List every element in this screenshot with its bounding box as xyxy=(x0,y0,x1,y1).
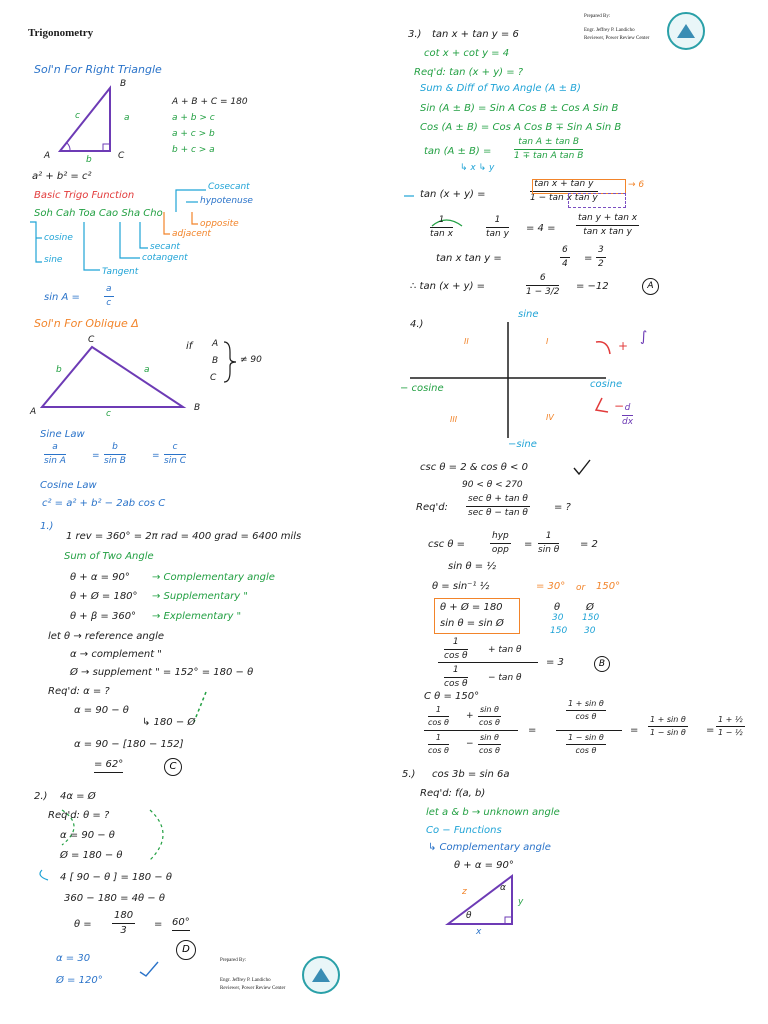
sl-eq-2: = xyxy=(152,451,160,461)
p4-f1-plus: + tan θ xyxy=(488,645,522,655)
p4-csc-num: hyp xyxy=(490,532,511,544)
oblique-triangle xyxy=(42,347,183,407)
sine-law-frac-1 xyxy=(44,443,66,466)
ob-vertex-b: B xyxy=(194,403,201,413)
p3-choice: A xyxy=(642,278,659,295)
p4-f1-main-bar xyxy=(438,662,538,663)
logo-triangle-icon xyxy=(677,24,695,38)
p4-f1-ans: = 3 xyxy=(546,657,564,668)
p4-reqd-num: sec θ + tan θ xyxy=(466,495,530,507)
sine-law-frac-2 xyxy=(104,443,126,466)
right-angle-mark xyxy=(103,144,110,151)
cosine-label: cosine xyxy=(44,233,73,243)
p3-t3-num: 6 xyxy=(560,246,570,258)
p5-let: let a & b → unknown angle xyxy=(426,807,560,818)
p4-csc-den2: sin θ xyxy=(538,545,560,555)
p4-i-num: 1 + sin θ xyxy=(648,716,688,727)
bracket-secant xyxy=(140,222,148,248)
sl3-den: sin C xyxy=(164,456,187,466)
p4-arcsin: θ = sin⁻¹ ½ xyxy=(432,581,490,592)
p4-deriv-den: dx xyxy=(622,417,634,427)
p3-sin-identity: Sin (A ± B) = Sin A Cos B ± Cos A Sin B xyxy=(420,103,619,114)
p4-g-d4: cos θ xyxy=(479,746,500,755)
cosine-law-label: Cosine Law xyxy=(40,480,97,491)
sine-law-frac-3 xyxy=(164,443,186,466)
p4-reqd-den: sec θ − tan θ xyxy=(468,508,528,518)
sin-a-num: a xyxy=(104,285,114,297)
p4-g-d1: cos θ xyxy=(428,718,449,727)
bracket-tangent xyxy=(84,222,100,270)
p5-reqd: Req'd: f(a, b) xyxy=(420,788,486,799)
p4-box-line2: sin θ = sin Ø xyxy=(440,618,504,629)
p3-t2-frac2 xyxy=(486,216,509,239)
p4-f1-frac-bot xyxy=(444,666,468,689)
p3-given2: cot x + cot y = 4 xyxy=(424,48,510,59)
p3-t2-eq: = 4 = xyxy=(526,223,556,234)
if-a: A xyxy=(212,339,219,349)
ob-side-c: c xyxy=(106,409,111,419)
p1-l3-text: → Explementary " xyxy=(152,611,242,622)
secant-label: secant xyxy=(150,242,180,252)
p5-side-y: y xyxy=(518,897,524,907)
rt-side-c: c xyxy=(75,111,80,121)
p2-alpha-result: α = 30 xyxy=(56,953,91,964)
if-label: if xyxy=(186,341,193,352)
p5-complementary: ↳ Complementary angle xyxy=(428,842,551,853)
header-role: Reviewer, Power Review Center xyxy=(584,36,650,41)
p4-axis-neg-cosine: − cosine xyxy=(400,383,444,394)
p3-t4-den: 1 − 3/2 xyxy=(526,287,560,297)
p4-g-frac2 xyxy=(478,706,501,727)
p4-derivative xyxy=(622,404,633,427)
p4-f1-n2: 1 xyxy=(444,666,468,678)
p4-csc-frac xyxy=(490,532,511,555)
p4-quadrant-1: I xyxy=(546,337,549,346)
rel-abc: a + b > c xyxy=(172,113,215,123)
p1-let: let θ → reference angle xyxy=(48,631,164,642)
p2-step2: 360 − 180 = 4θ − θ xyxy=(64,893,165,904)
p4-or: or xyxy=(576,583,586,593)
if-c: C xyxy=(210,373,217,383)
bracket-sine xyxy=(30,222,42,262)
footer-logo xyxy=(302,956,340,994)
footer-logo-triangle-icon xyxy=(312,968,330,982)
p5-angle-alpha: α xyxy=(500,883,506,893)
p4-axis-sine: sine xyxy=(518,309,539,320)
check-mark xyxy=(574,460,590,474)
p3-t4-lhs: ∴ tan (x + y) = xyxy=(410,281,486,292)
p2-choice: D xyxy=(176,940,196,960)
p4-f1-d2: cos θ xyxy=(444,679,468,689)
p4-j-den: 1 − ½ xyxy=(718,728,743,737)
p3-t1-den: 1 − tan x tan y xyxy=(530,193,598,203)
p1-eq2: α = 90 − [180 − 152] xyxy=(74,739,184,750)
p4-r2-theta: 150 xyxy=(550,626,568,636)
p3-t1-num: tan x + tan y xyxy=(530,180,598,192)
p3-t2-d2: tan y xyxy=(486,229,509,239)
sine-law-label: Sine Law xyxy=(40,429,85,440)
p4-h-d2: cos θ xyxy=(575,746,597,755)
rt-vertex-a: A xyxy=(44,151,51,161)
not-90: ≠ 90 xyxy=(240,355,262,365)
soh-cah-toa: Soh Cah Toa Cao Sha Cho xyxy=(34,208,163,219)
pythagorean: a² + b² = c² xyxy=(32,171,92,182)
p2-step1: 4 [ 90 − θ ] = 180 − θ xyxy=(60,872,172,883)
oblique-heading: Sol'n For Oblique Δ xyxy=(34,317,139,330)
dashed-arrow xyxy=(194,692,206,722)
p4-j-frac xyxy=(716,716,745,737)
p4-h-bot xyxy=(566,734,606,755)
header-prepared-by: Prepared By: xyxy=(584,14,611,19)
p4-minus: − xyxy=(614,399,625,413)
brace xyxy=(224,342,236,382)
right-triangle-heading: Sol'n For Right Triangle xyxy=(34,63,162,76)
p4-deriv-num: d xyxy=(622,404,633,416)
p3-t2-num: tan y + tan x xyxy=(576,214,639,226)
p1-supplement: Ø → supplement " = 152° = 180 − θ xyxy=(70,667,254,678)
p4-csc-eq: = xyxy=(524,539,533,550)
p4-ans-150: 150° xyxy=(596,581,621,592)
p4-g-plus: + xyxy=(466,711,474,721)
p4-g-n1: 1 xyxy=(428,706,449,717)
p2-answer: 60° xyxy=(172,918,190,931)
ob-vertex-a: A xyxy=(30,407,37,417)
p4-g-n2: sin θ xyxy=(478,706,501,717)
p4-condition: csc θ = 2 & cos θ < 0 xyxy=(420,462,528,473)
p4-csc-den: opp xyxy=(491,545,509,555)
sl1-num: a xyxy=(44,443,66,455)
p3-answer: = −12 xyxy=(576,281,609,292)
p5-angle-theta: θ xyxy=(466,911,472,921)
p4-choice: B xyxy=(594,656,610,672)
p4-reqd: Req'd: xyxy=(416,502,448,513)
p1-l2-text: → Supplementary " xyxy=(152,591,248,602)
p4-box-line1: θ + Ø = 180 xyxy=(440,602,503,613)
p1-eq1: α = 90 − θ xyxy=(74,705,129,716)
p4-i-frac xyxy=(648,716,688,737)
p4-r1-phi: 150 xyxy=(582,613,600,623)
p4-csc-ans: = 2 xyxy=(580,539,598,550)
p1-eq1b: ↳ 180 − Ø xyxy=(142,717,196,728)
p4-r2-phi: 30 xyxy=(584,626,596,636)
p3-t1-lhs: tan (x + y) = xyxy=(420,189,486,200)
p3-t2-frac1 xyxy=(430,216,453,239)
p4-f1-frac-top xyxy=(444,638,468,661)
rel-acb: a + c > b xyxy=(172,129,215,139)
p3-reqd: Req'd: tan (x + y) = ? xyxy=(414,67,524,78)
p2-given: 4α = Ø xyxy=(60,791,96,802)
p4-h-d1: cos θ xyxy=(575,712,597,721)
p3-t4-num: 6 xyxy=(526,274,559,286)
p1-complement: α → complement " xyxy=(70,649,162,660)
rt-vertex-c: C xyxy=(118,151,125,161)
p4-g-frac1 xyxy=(428,706,449,727)
footer-author: Engr. Jeffrey P. Landicho xyxy=(220,978,271,983)
integral-arrow xyxy=(596,342,610,354)
p3-t4-frac xyxy=(526,274,559,297)
p3-tan-den: 1 ∓ tan A tan B xyxy=(514,151,584,161)
p4-g-minus: − xyxy=(466,739,474,749)
p3-cos-identity: Cos (A ± B) = Cos A Cos B ∓ Sin A Sin B xyxy=(420,122,622,133)
p3-t2-frac3 xyxy=(576,214,639,237)
dashed-curve-2 xyxy=(150,810,163,860)
p2-reqd: Req'd: θ = ? xyxy=(48,810,110,821)
p4-ans-30: = 30° xyxy=(536,581,566,592)
p3-tan-identity xyxy=(514,138,583,161)
p3-tan-lhs: tan (A ± B) = xyxy=(424,146,492,157)
p4-f1-d: cos θ xyxy=(444,651,468,661)
p4-integral: ∫ xyxy=(640,329,648,345)
p1-l3: θ + β = 360° xyxy=(70,611,137,622)
right-triangle xyxy=(60,88,110,151)
rt-side-b: b xyxy=(86,155,92,165)
p4-col-theta: θ xyxy=(554,602,561,613)
p4-i-eq: = xyxy=(706,725,715,736)
check-mark-2 xyxy=(140,962,158,976)
page-title: Trigonometry xyxy=(28,27,94,39)
p1-l2: θ + Ø = 180° xyxy=(70,591,138,602)
p3-t3-lhs: tan x tan y = xyxy=(436,253,502,264)
p4-g-eq: = xyxy=(528,725,537,736)
header-author: Engr. Jeffrey P. Landicho xyxy=(584,28,635,33)
opposite-label: opposite xyxy=(200,219,239,229)
p4-axis-cosine: cosine xyxy=(590,379,623,390)
p4-g-frac4 xyxy=(478,734,501,755)
p4-f1-n: 1 xyxy=(444,638,468,650)
if-b: B xyxy=(212,356,219,366)
hypotenuse-label: hypotenuse xyxy=(200,196,253,206)
p2-eq: = xyxy=(154,919,163,930)
p3-t2-den: tan x tan y xyxy=(583,227,632,237)
p4-h-top xyxy=(566,700,606,721)
p4-reqd-eq: = ? xyxy=(554,502,571,513)
p5-side-z: z xyxy=(462,887,467,897)
p4-csc-lhs: csc θ = xyxy=(428,539,466,550)
p3-t3-n2: 3 xyxy=(596,246,606,258)
derivative-arrow xyxy=(596,398,608,412)
p4-plus: + xyxy=(618,339,629,353)
p3-t3-den: 4 xyxy=(562,259,568,269)
ob-side-b: b xyxy=(56,365,62,375)
p2-frac-den: 3 xyxy=(120,925,127,936)
p2-frac-num: 180 xyxy=(112,911,135,924)
p2-theta-lhs: θ = xyxy=(74,919,92,930)
p4-i-den: 1 − sin θ xyxy=(650,728,686,737)
p4-col-phi: Ø xyxy=(586,602,594,613)
sl2-num: b xyxy=(104,443,126,455)
p5-number: 5.) xyxy=(402,769,416,780)
sl-eq-1: = xyxy=(92,451,100,461)
basic-trigo-label: Basic Trigo Function xyxy=(34,190,135,201)
p1-choice: C xyxy=(164,758,182,776)
p4-g-n3: 1 xyxy=(428,734,449,745)
p3-purple-dashed-box xyxy=(568,193,626,208)
rel-bca: b + c > a xyxy=(172,145,215,155)
p4-g-frac3 xyxy=(428,734,449,755)
cosine-law-formula: c² = a² + b² − 2ab cos C xyxy=(42,498,166,509)
p3-t3-eq: = xyxy=(584,253,593,264)
right-angle-mark-2 xyxy=(505,917,512,924)
p1-rev: 1 rev = 360° = 2π rad = 400 grad = 6400 mils xyxy=(66,531,302,542)
sin-a-den: c xyxy=(106,298,112,308)
cosecant-label: Cosecant xyxy=(208,182,250,192)
p3-t2-n1: 1 xyxy=(430,216,453,228)
p2-number: 2.) xyxy=(34,791,48,802)
p4-j-num: 1 + ½ xyxy=(716,716,745,727)
tangent-label: Tangent xyxy=(102,267,139,277)
arrow-hook xyxy=(40,870,48,880)
p5-side-x: x xyxy=(476,927,482,937)
angle-arc-a xyxy=(67,143,70,151)
p4-f1-minus: − tan θ xyxy=(488,673,522,683)
p4-quadrant-2: II xyxy=(464,337,469,346)
p1-number: 1.) xyxy=(40,521,54,532)
p4-g-d3: cos θ xyxy=(428,746,449,755)
p4-csc-frac2 xyxy=(538,532,559,555)
sl3-num: c xyxy=(164,443,186,455)
footer-role: Reviewer, Power Review Center xyxy=(220,986,286,991)
p1-reqd: Req'd: α = ? xyxy=(48,686,110,697)
ob-side-a: a xyxy=(144,365,150,375)
bracket-adjacent xyxy=(164,212,170,234)
p3-sum-diff: Sum & Diff of Two Angle (A ± B) xyxy=(420,83,581,94)
p4-r1-theta: 30 xyxy=(552,613,564,623)
bracket-opposite xyxy=(192,212,198,224)
sl2-den: sin B xyxy=(104,456,126,466)
p4-g-d2: cos θ xyxy=(479,718,500,727)
sin-a-fraction xyxy=(104,285,114,308)
cotangent-label: cotangent xyxy=(142,253,188,263)
bracket-cotangent xyxy=(120,222,140,258)
p4-quadrant-4: IV xyxy=(546,413,554,422)
p5-given: cos 3b = sin 6a xyxy=(432,769,510,780)
p5-equation: θ + α = 90° xyxy=(454,860,514,871)
p4-check-label: C θ = 150° xyxy=(424,691,480,702)
sin-a-lhs: sin A = xyxy=(44,292,80,303)
p3-t2-n2: 1 xyxy=(486,216,509,228)
p4-g-main-bar xyxy=(424,730,518,731)
p2-fraction xyxy=(112,911,135,936)
p3-xy-mark: ↳ x ↳ y xyxy=(460,163,495,173)
p1-l1-text: → Complementary angle xyxy=(152,572,275,583)
p4-h-main-bar xyxy=(556,730,622,731)
p1-sum-two: Sum of Two Angle xyxy=(64,551,154,562)
rt-side-a: a xyxy=(124,113,130,123)
p2-phi-result: Ø = 120° xyxy=(56,975,103,986)
ob-vertex-c: C xyxy=(88,335,95,345)
p3-t3-d2: 2 xyxy=(598,259,604,269)
footer-prepared-by: Prepared By: xyxy=(220,958,247,963)
p3-t2-d1: tan x xyxy=(430,229,453,239)
p3-t3-frac xyxy=(560,246,570,269)
sine-label: sine xyxy=(44,255,63,265)
p4-h-den2: 1 − sin θ xyxy=(566,734,606,745)
p1-l1: θ + α = 90° xyxy=(70,572,130,583)
p3-number: 3.) xyxy=(408,29,422,40)
p3-orange-box xyxy=(532,179,626,194)
p4-number: 4.) xyxy=(410,319,424,330)
sl1-den: sin A xyxy=(44,456,66,466)
p4-reqd-frac xyxy=(466,495,530,518)
adjacent-label: adjacent xyxy=(172,229,211,239)
p1-answer: = 62° xyxy=(94,760,123,773)
p5-co-functions: Co − Functions xyxy=(426,825,502,836)
p4-csc-num2: 1 xyxy=(538,532,559,544)
p4-condition-range: 90 < θ < 270 xyxy=(462,480,523,490)
p4-g-n4: sin θ xyxy=(478,734,501,745)
p3-tan-num: tan A ± tan B xyxy=(514,138,583,150)
p3-t3-frac2 xyxy=(596,246,606,269)
p2-alpha: α = 90 − θ xyxy=(60,830,115,841)
p4-quadrant-3: III xyxy=(450,415,458,424)
p2-phi: Ø = 180 − θ xyxy=(60,850,123,861)
p4-axis-neg-sine: −sine xyxy=(508,439,537,450)
rt-vertex-b: B xyxy=(120,79,127,89)
p4-h-eq: = xyxy=(630,725,639,736)
p3-t1-note: → 6 xyxy=(628,180,645,190)
p3-given1: tan x + tan y = 6 xyxy=(432,29,519,40)
p4-h-num: 1 + sin θ xyxy=(566,700,606,711)
review-center-logo xyxy=(667,12,705,50)
rel-sum: A + B + C = 180 xyxy=(172,97,248,107)
p4-sin-half: sin θ = ½ xyxy=(448,561,497,572)
